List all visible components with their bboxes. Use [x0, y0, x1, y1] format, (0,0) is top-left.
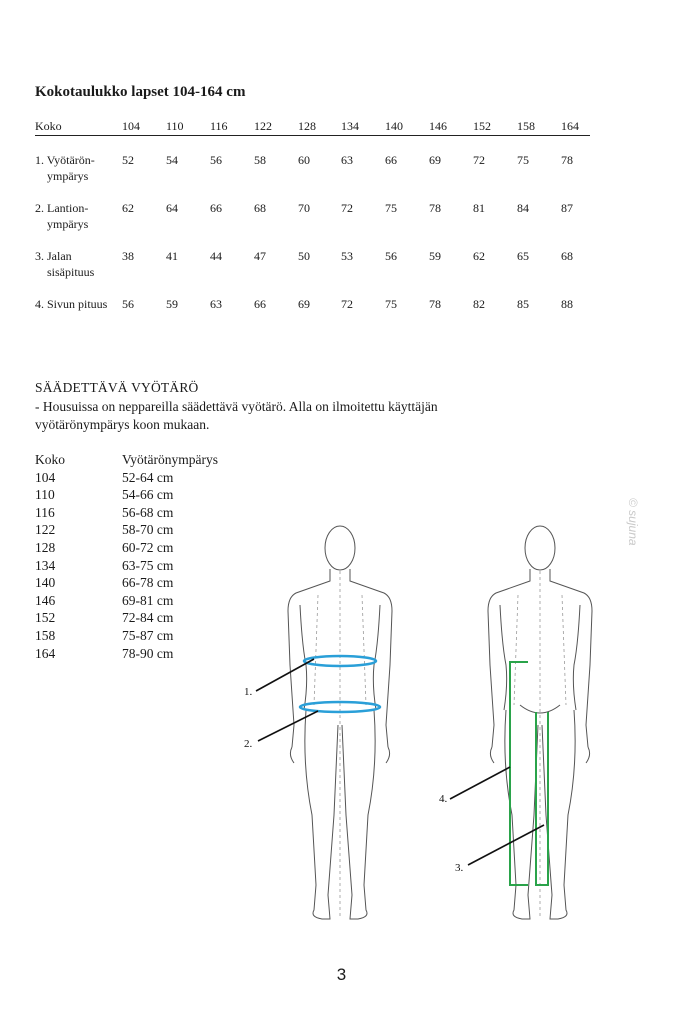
waist-size: 122 — [35, 522, 56, 538]
table-cell: 78 — [429, 201, 441, 215]
table-row — [35, 486, 255, 504]
table-cell: 75 — [385, 297, 397, 311]
table-cell: 50 — [298, 249, 310, 263]
size-header-cell: 110 — [166, 119, 184, 133]
waist-range: 58-70 cm — [122, 522, 174, 538]
size-table-header-row — [35, 118, 590, 136]
table-row — [35, 200, 590, 248]
callout-label: 4. — [439, 793, 448, 805]
waist-size: 110 — [35, 487, 55, 503]
size-header-cell: 146 — [429, 119, 447, 133]
callout-label: 1. — [244, 686, 253, 698]
waist-size: 134 — [35, 557, 56, 573]
table-cell: 64 — [166, 201, 178, 215]
table-cell: 75 — [517, 153, 529, 167]
row-label: 4. Sivun pituus — [35, 297, 108, 311]
table-row — [35, 645, 255, 663]
table-cell: 85 — [517, 297, 529, 311]
row-label: 3. Jalan sisäpituus — [35, 249, 95, 279]
table-cell: 84 — [517, 201, 529, 215]
size-header-label: Koko — [35, 119, 62, 133]
table-row — [35, 469, 255, 487]
table-cell: 81 — [473, 201, 485, 215]
table-cell: 69 — [298, 297, 310, 311]
table-cell: 88 — [561, 297, 573, 311]
waist-range: 63-75 cm — [122, 557, 174, 573]
table-cell: 63 — [210, 297, 222, 311]
waist-range: 56-68 cm — [122, 504, 174, 520]
waist-col-size: Koko — [35, 452, 65, 467]
callout-label: 2. — [244, 738, 253, 750]
table-cell: 60 — [298, 153, 310, 167]
row-label: 1. Vyötärön- ympärys — [35, 153, 95, 183]
table-cell: 75 — [385, 201, 397, 215]
waist-range: 78-90 cm — [122, 645, 174, 661]
table-cell: 87 — [561, 201, 573, 215]
waist-size: 140 — [35, 575, 56, 591]
table-row — [35, 627, 255, 645]
size-header-cell: 152 — [473, 119, 491, 133]
table-cell: 78 — [561, 153, 573, 167]
table-cell: 54 — [166, 153, 178, 167]
table-cell: 68 — [254, 201, 266, 215]
table-cell: 59 — [429, 249, 441, 263]
adjustable-waist-description: - Housuissa on neppareilla säädettävä vyötärö. Alla on ilmoitettu käyttäjän vyötärönympärys koon mukaan. — [35, 399, 438, 432]
table-cell: 52 — [122, 153, 134, 167]
waist-col-range: Vyötärönympärys — [122, 452, 218, 467]
table-cell: 62 — [473, 249, 485, 263]
waist-range: 75-87 cm — [122, 627, 174, 643]
table-cell: 56 — [210, 153, 222, 167]
table-cell: 59 — [166, 297, 178, 311]
waist-range: 52-64 cm — [122, 469, 174, 485]
size-header-cell: 116 — [210, 119, 228, 133]
size-header-cell: 104 — [122, 119, 140, 133]
table-cell: 41 — [166, 249, 178, 263]
size-header-cell: 128 — [298, 119, 316, 133]
waist-size: 164 — [35, 645, 56, 661]
size-header-cell: 158 — [517, 119, 535, 133]
table-cell: 62 — [122, 201, 134, 215]
size-chart-title: Kokotaulukko lapset 104-164 cm — [35, 84, 246, 100]
watermark: © sujuna — [626, 498, 640, 546]
waist-size: 158 — [35, 627, 56, 643]
waist-size: 128 — [35, 539, 56, 555]
table-cell: 72 — [473, 153, 485, 167]
side-length-marker — [510, 662, 528, 885]
table-row — [35, 152, 590, 200]
waist-range: 66-78 cm — [122, 575, 174, 591]
table-row — [35, 539, 255, 557]
waist-table-header — [35, 451, 255, 469]
table-cell: 58 — [254, 153, 266, 167]
table-cell: 66 — [254, 297, 266, 311]
measurement-figures — [230, 515, 630, 935]
table-cell: 66 — [385, 153, 397, 167]
waist-size: 152 — [35, 610, 56, 626]
table-cell: 68 — [561, 249, 573, 263]
size-header-cell: 134 — [341, 119, 359, 133]
table-cell: 47 — [254, 249, 266, 263]
table-cell: 72 — [341, 201, 353, 215]
table-cell: 56 — [385, 249, 397, 263]
waist-size: 116 — [35, 504, 55, 520]
table-row — [35, 504, 255, 522]
size-table — [35, 118, 590, 316]
table-cell: 72 — [341, 297, 353, 311]
size-header-cell: 122 — [254, 119, 272, 133]
waist-range: 72-84 cm — [122, 610, 174, 626]
table-cell: 70 — [298, 201, 310, 215]
waist-size: 146 — [35, 592, 56, 608]
table-cell: 69 — [429, 153, 441, 167]
table-cell: 38 — [122, 249, 134, 263]
table-cell: 65 — [517, 249, 529, 263]
adjustable-waist-heading: SÄÄDETTÄVÄ VYÖTÄRÖ — [35, 380, 199, 395]
waist-range: 54-66 cm — [122, 487, 174, 503]
table-row — [35, 557, 255, 575]
table-row — [35, 248, 590, 296]
table-cell: 56 — [122, 297, 134, 311]
table-row — [35, 574, 255, 592]
table-row — [35, 296, 590, 316]
table-row — [35, 609, 255, 627]
waist-range: 60-72 cm — [122, 539, 174, 555]
size-header-cell: 140 — [385, 119, 403, 133]
table-row — [35, 592, 255, 610]
table-cell: 63 — [341, 153, 353, 167]
table-cell: 53 — [341, 249, 353, 263]
callout-label: 3. — [455, 862, 464, 874]
table-cell: 66 — [210, 201, 222, 215]
waist-size: 104 — [35, 469, 56, 485]
size-header-cell: 164 — [561, 119, 579, 133]
waist-range: 69-81 cm — [122, 592, 174, 608]
table-cell: 78 — [429, 297, 441, 311]
waist-table — [35, 451, 255, 662]
table-cell: 44 — [210, 249, 222, 263]
row-label: 2. Lantion- ympärys — [35, 201, 89, 231]
table-row — [35, 521, 255, 539]
page-number: 3 — [336, 965, 347, 984]
table-cell: 82 — [473, 297, 485, 311]
